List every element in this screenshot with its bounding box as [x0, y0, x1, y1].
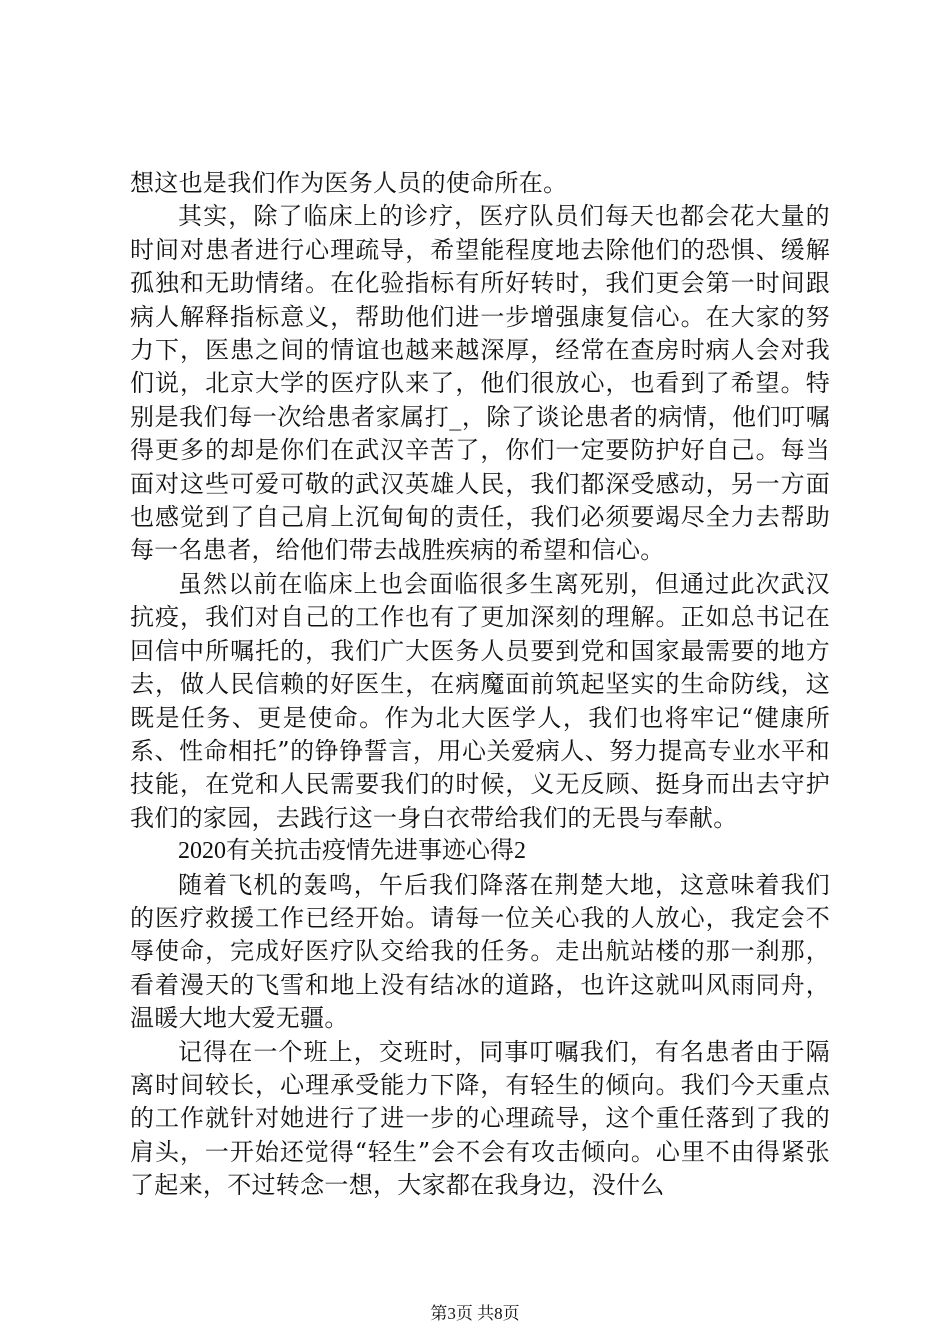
- document-body: [130, 167, 830, 1203]
- paragraph-shift-memory: 记得在一个班上，交班时，同事叮嘱我们，有名患者由于隔离时间较长，心理承受能力下降，有轻生的倾向。我们今天重点的工作就针对她进行了进一步的心理疏导，这个重任落到了我的肩头，一开始还觉得“轻生”会不会有攻击倾向。心里不由得紧张了起来，不过转念一想，大家都在我身边，没什么: [130, 1037, 830, 1200]
- paragraph-psychological-care: 其实，除了临床上的诊疗，医疗队员们每天也都会花大量的时间对患者进行心理疏导，希望能程度地去除他们的恐惧、缓解孤独和无助情绪。在化验指标有所好转时，我们更会第一时间跟病人解释指标意义，帮助他们进一步增强康复信心。在大家的努力下，医患之间的情谊也越来越深厚，经常在查房时病人会对我们说，北京大学的医疗队来了，他们很放心，也看到了希望。特别是我们每一次给患者家属打_，除了谈论患者的病情，他们叮嘱得更多的却是你们在武汉辛苦了，你们一定要防护好自己。每当面对这些可爱可敬的武汉英雄人民，我们都深受感动，另一方面也感觉到了自己肩上沉甸甸的责任，我们必须要竭尽全力去帮助每一名患者，给他们带去战胜疾病的希望和信心。: [130, 202, 830, 565]
- section-heading: 2020有关抗击疫情先进事迹心得2: [178, 838, 526, 865]
- paragraph-mission-reflection: 虽然以前在临床上也会面临很多生离死别，但通过此次武汉抗疫，我们对自己的工作也有了更加深刻的理解。正如总书记在回信中所嘱托的，我们广大医务人员要到党和国家最需要的地方去，做人民信赖的好医生，在病魔面前筑起坚实的生命防线，这既是任务、更是使命。作为北大医学人，我们也将牢记“健康所系、性命相托”的铮铮誓言，用心关爱病人、努力提高专业水平和技能，在党和人民需要我们的时候，义无反顾、挺身而出去守护我们的家园，去践行这一身白衣带给我们的无畏与奉献。: [130, 569, 830, 832]
- paragraph-arrival: 随着飞机的轰鸣，午后我们降落在荆楚大地，这意味着我们的医疗救援工作已经开始。请每一位关心我的人放心，我定会不辱使命，完成好医疗队交给我的任务。走出航站楼的那一刹那，看着漫天的飞雪和地上没有结冰的道路，也许这就叫风雨同舟，温暖大地大爱无疆。: [130, 870, 830, 1033]
- paragraph-continuation: 想这也是我们作为医务人员的使命所在。: [130, 169, 568, 197]
- page-number-footer: 第3页 共8页: [430, 1304, 520, 1323]
